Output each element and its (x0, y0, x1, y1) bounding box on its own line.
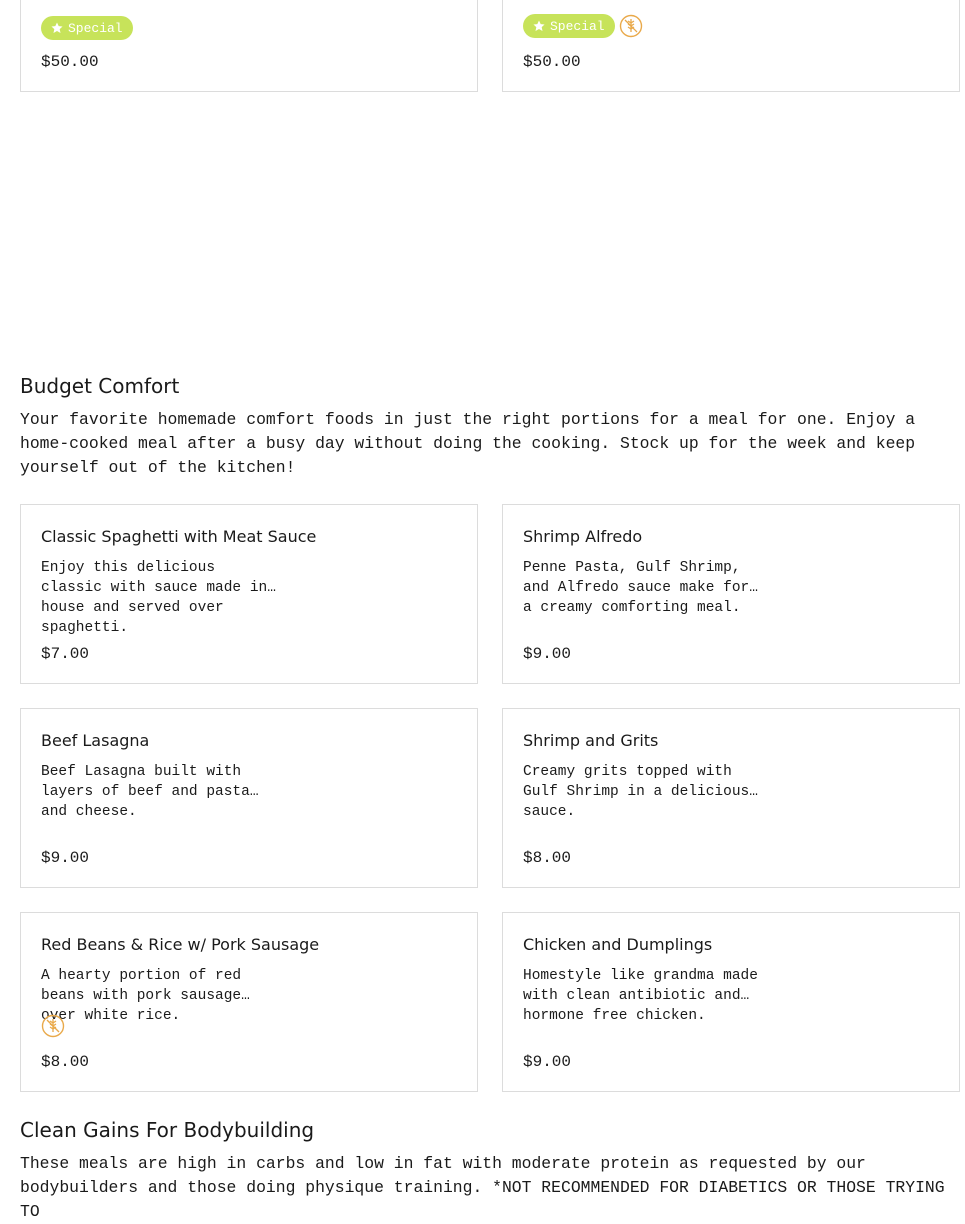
menu-item-card[interactable] (20, 708, 478, 888)
menu-item-title: Classic Spaghetti with Meat Sauce (41, 527, 317, 546)
menu-item-description: A hearty portion of red beans with pork sausage over white rice. (41, 968, 242, 1024)
gluten-free-icon (41, 1014, 65, 1038)
section-description: Your favorite homemade comfort foods in just the right portions for a meal for one. Enjoy a home-cooked meal after a busy day without doing the cooking. Stock up for the week and keep yourself out of the kitchen! (20, 410, 916, 477)
menu-item-price: $7.00 (41, 645, 90, 663)
section-description: These meals are high in carbs and low in fat with moderate protein as requested by our bodybuilders and those doing physique training. *NOT RECOMMENDED FOR DIABETICS OR THOSE TRYING TO (20, 1154, 945, 1221)
badge-row (41, 16, 133, 40)
special-badge-label: Special (550, 18, 605, 34)
menu-item-price: $9.00 (41, 849, 90, 867)
menu-item-card[interactable] (20, 504, 478, 684)
menu-item-price: $50.00 (41, 53, 99, 71)
menu-item-price: $50.00 (523, 53, 581, 71)
menu-item-price: $8.00 (523, 849, 572, 867)
menu-item-description: Penne Pasta, Gulf Shrimp, and Alfredo sauce make for a creamy comforting meal. (523, 560, 750, 616)
menu-item-title: Shrimp Alfredo (523, 527, 643, 546)
menu-item-title: Chicken and Dumplings (523, 935, 713, 954)
menu-item-description: Creamy grits topped with Gulf Shrimp in a delicious sauce. (523, 764, 750, 820)
badge-row (41, 1014, 65, 1038)
section-title: Clean Gains For Bodybuilding (20, 1118, 315, 1142)
special-badge-label: Special (68, 20, 123, 36)
menu-item-card[interactable] (502, 912, 960, 1092)
badge-row (523, 14, 643, 38)
menu-item-price: $9.00 (523, 645, 572, 663)
menu-item-price: $8.00 (41, 1053, 90, 1071)
special-badge (41, 16, 133, 40)
menu-item-description: Beef Lasagna built with layers of beef and pasta and cheese. (41, 764, 250, 820)
section-title: Budget Comfort (20, 374, 180, 398)
menu-item-description: Homestyle like grandma made with clean antibiotic and hormone free chicken. (523, 968, 758, 1024)
special-badge (523, 14, 615, 38)
menu-item-title: Beef Lasagna (41, 731, 150, 750)
menu-item-title: Shrimp and Grits (523, 731, 659, 750)
menu-item-card[interactable] (502, 708, 960, 888)
menu-item-card[interactable] (20, 0, 478, 92)
gluten-free-icon (619, 14, 643, 38)
menu-item-card[interactable] (20, 912, 478, 1092)
star-icon (50, 21, 64, 35)
star-icon (532, 19, 546, 33)
menu-item-description: Enjoy this delicious classic with sauce made in-house and served over spaghetti. (41, 560, 276, 636)
menu-item-title: Red Beans & Rice w/ Pork Sausage (41, 935, 320, 954)
menu-item-card[interactable] (502, 504, 960, 684)
menu-item-price: $9.00 (523, 1053, 572, 1071)
menu-item-card[interactable] (502, 0, 960, 92)
